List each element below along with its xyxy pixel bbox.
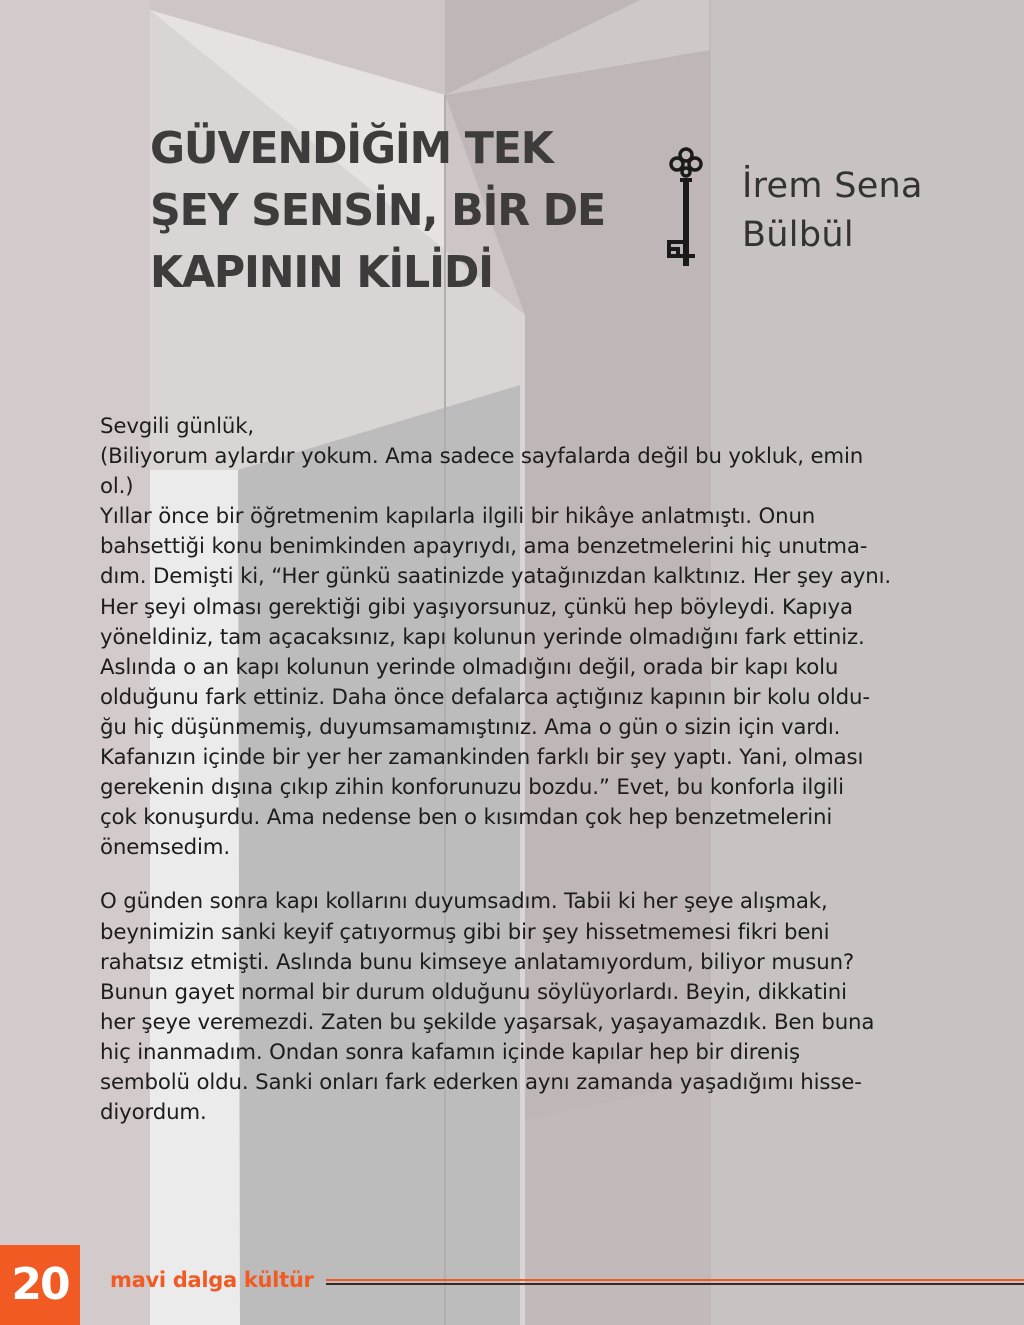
footer-rule-dark [326,1283,1024,1285]
text-line: O günden sonra kapı kollarını duyumsadım. Tabii ki her şeye alışmak, [100,889,828,915]
paragraph [100,887,980,1128]
author-line: İrem Sena [742,166,923,206]
article-title [150,118,670,304]
text-line: Yıllar önce bir öğretmenim kapılarla ilgili bir hikâye anlatmıştı. Onun [100,504,816,530]
title-line: KAPININ KİLİDİ [150,247,493,298]
footer-rule [326,1279,1024,1285]
text-line: beynimizin sanki keyif çatıyormuş gibi bir şey hissetmemesi fikri beni [100,919,830,945]
author-line: Bülbül [742,215,854,255]
text-line: ol.) [100,474,134,500]
text-line: Sevgili günlük, [100,414,255,439]
text-line: Her şeyi olması gerektiği gibi yaşıyorsunuz, çünkü hep böyleydi. Kapıya [100,594,853,620]
title-line: GÜVENDİĞİM TEK [150,123,553,174]
text-line: yöneldiniz, tam açacaksınız, kapı kolunun yerinde olmadığını fark ettiniz. [100,624,865,650]
paragraph [100,412,980,863]
article-body [100,412,980,1128]
text-line: Aslında o an kapı kolunun yerinde olmadığını değil, orada bir kapı kolu [100,654,839,680]
text-line: gerekenin dışına çıkıp zihin konforunuzu bozdu.” Evet, bu konforla ilgili [100,775,844,801]
title-line: ŞEY SENSİN, BİR DE [150,185,606,236]
text-line: ğu hiç düşünmemiş, duyumsamamıştınız. Ama o gün o sizin için vardı. [100,714,841,740]
text-line: Bunun gayet normal bir durum olduğunu söylüyorlardı. Beyin, dikkatini [100,979,847,1005]
text-line: (Biliyorum aylardır yokum. Ama sadece sayfalarda değil bu yokluk, emin [100,444,864,470]
text-line: sembolü oldu. Sanki onları fark ederken aynı zamanda yaşadığımı hisse- [100,1069,862,1095]
text-line: her şeye veremezdi. Zaten bu şekilde yaşarsak, yaşayamazdık. Ben buna [100,1009,875,1035]
text-line: diyordum. [100,1100,207,1126]
text-line: hiç inanmadım. Ondan sonra kafamın içinde kapılar hep bir direniş [100,1039,800,1065]
footer-rule-accent [326,1279,1024,1281]
text-line: dım. Demişti ki, “Her günkü saatinizde yatağınızdan kalktınız. Her şey aynı. [100,564,891,590]
skeleton-key-icon [664,146,708,270]
magazine-brand: mavi dalga kültür [110,1268,314,1292]
text-line: önemsedim. [100,835,231,861]
text-line: rahatsız etmişti. Aslında bunu kimseye anlatamıyordum, biliyor musun? [100,949,855,975]
text-line: olduğunu fark ettiniz. Daha önce defalarca açtığınız kapının bir kolu oldu- [100,684,870,710]
text-line: bahsettiği konu benimkinden apayrıydı, ama benzetmelerini hiç unutma- [100,534,868,560]
author-name [742,162,923,260]
text-line: Kafanızın içinde bir yer her zamankinden farklı bir şey yaptı. Yani, olması [100,745,864,771]
text-line: çok konuşurdu. Ama nedense ben o kısımdan çok hep benzetmelerini [100,805,833,831]
page-number: 20 [0,1245,80,1325]
